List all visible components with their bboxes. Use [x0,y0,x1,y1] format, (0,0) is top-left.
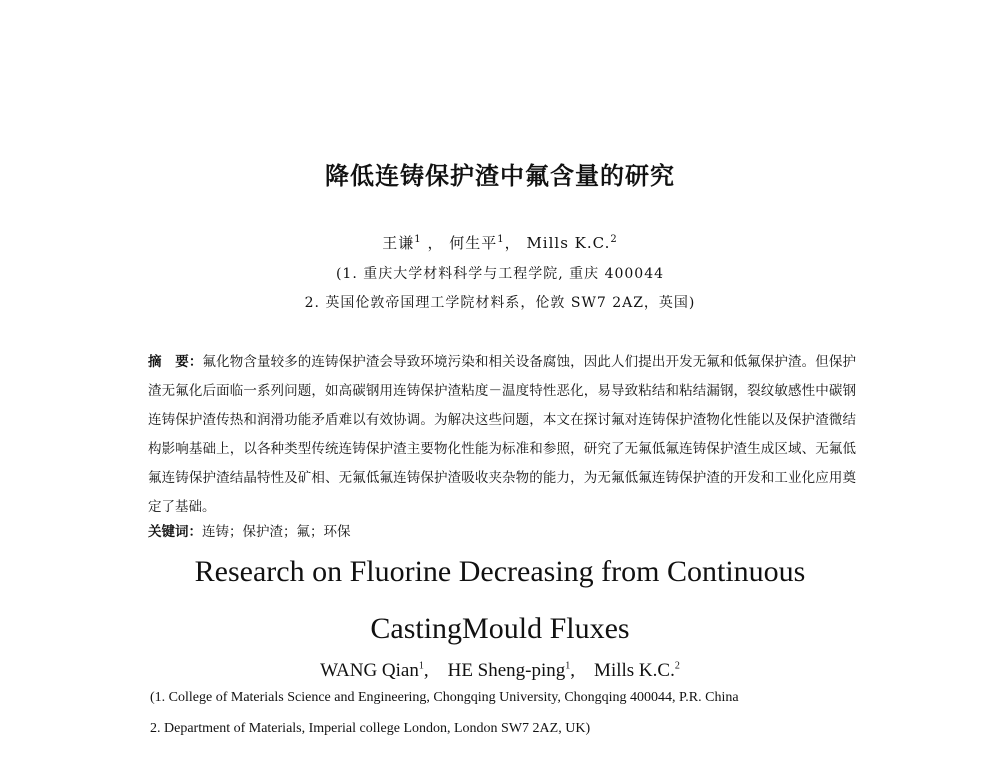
english-affiliation-2: 2. Department of Materials, Imperial college London, London SW7 2AZ, UK) [150,721,591,736]
chinese-abstract [148,348,856,522]
keywords-text: 连铸；保护渣；氟；环保 [202,524,351,540]
chinese-title: 降低连铸保护渣中氟含量的研究 [325,162,675,190]
author-name: Mills K.C. [526,234,611,252]
author-name: WANG Qian [320,660,419,681]
author-separator: ， [504,234,521,252]
abstract-text: 氟化物含量较多的连铸保护渣会导致环境污染和相关设备腐蚀，因此人们提出开发无氟和低氟保护渣。但保护渣无氟化后面临一系列问题，如高碳钢用连铸保护渣粘度－温度特性恶化，易导致粘结和粘结漏钢，裂纹敏感性中碳钢连铸保护渣传热和润滑功能矛盾难以有效协调。为解决这些问题，本文在探讨氟对连铸保护渣物化性能以及保护渣微结构影响基础上，以各种类型传统连铸保护渣主要物化性能为标准和参照，研究了无氟低氟连铸保护渣生成区域、无氟低氟连铸保护渣结晶特性及矿相、无氟低氟连铸保护渣吸收夹杂物的能力，为无氟低氟连铸保护渣的开发和工业化应用奠定了基础。 [148,354,857,515]
english-title-line-2: CastingMould Fluxes [370,612,630,645]
author-affiliation-mark: 1 [418,660,424,672]
chinese-keywords [148,520,856,540]
author-name: 王谦 [382,234,415,252]
author-separator: ， [427,234,444,252]
author-name: Mills K.C. [594,660,675,681]
chinese-affiliation-1: (1. 重庆大学材料科学与工程学院, 重庆 400044 [335,266,665,282]
author-separator: , [423,660,429,681]
author-affiliation-mark: 1 [414,234,422,245]
author-name: HE Sheng-ping [447,660,566,681]
chinese-affiliation-2: 2. 英国伦敦帝国理工学院材料系，伦敦 SW7 2AZ，英国) [304,295,696,311]
author-separator: , [570,660,576,681]
keywords-label: 关键词： [148,524,202,540]
author-affiliation-mark: 2 [674,660,680,672]
author-affiliation-mark: 2 [610,234,618,245]
abstract-label: 摘 要： [148,354,203,370]
english-authors [0,660,1000,682]
author-affiliation-mark: 1 [497,234,505,245]
english-title-line-1: Research on Fluorine Decreasing from Continuous [194,555,806,588]
author-affiliation-mark: 1 [565,660,571,672]
author-name: 何生平 [449,234,498,252]
chinese-authors [0,232,1000,253]
english-affiliation-1: (1. College of Materials Science and Engineering, Chongqing University, Chongqing 400044, P.R. China [150,690,739,705]
